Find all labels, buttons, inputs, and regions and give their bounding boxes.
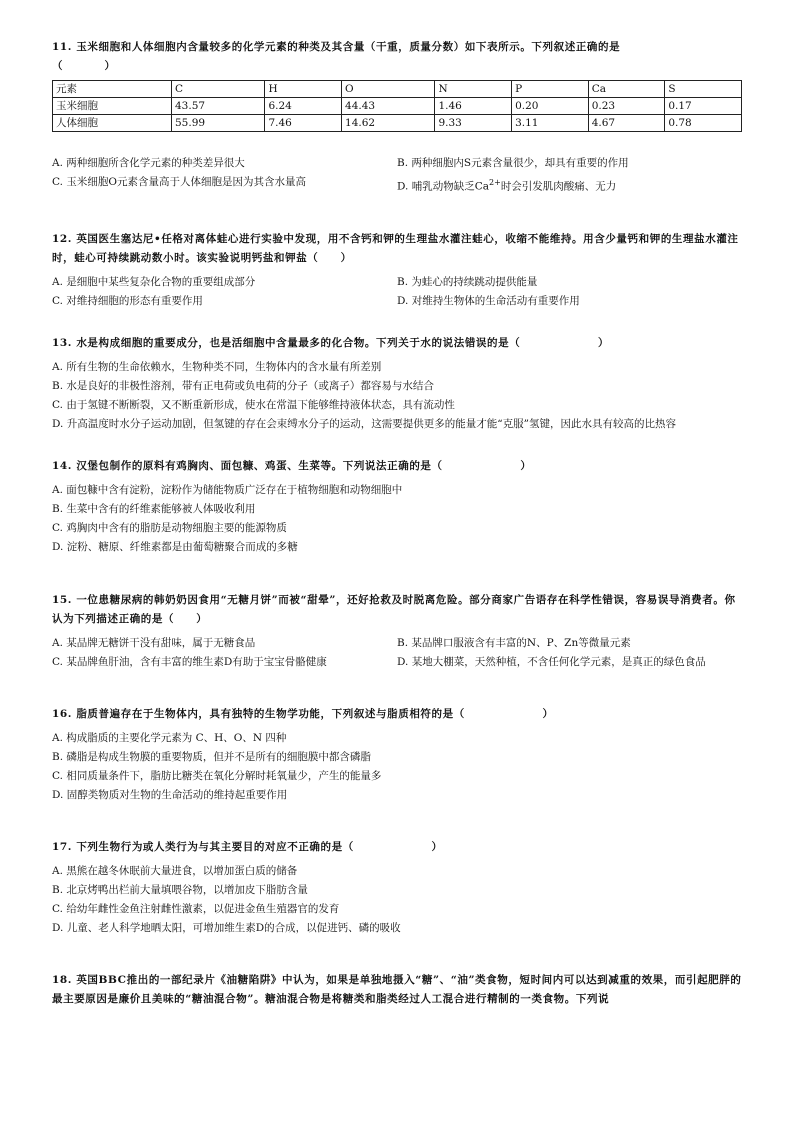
table-cell: 0.17	[665, 98, 742, 115]
table-cell: 55.99	[172, 115, 265, 132]
option-b: B. 两种细胞内S元素含量很少，却具有重要的作用	[397, 157, 629, 169]
question-15	[52, 591, 742, 672]
question-11-options	[52, 154, 742, 197]
table-cell: P	[512, 81, 589, 98]
option-c: C. 玉米细胞O元素含量高于人体细胞是因为其含水量高	[52, 176, 306, 188]
option-d: D. 哺乳动物缺乏$Ca^{2+}$时会引发肌肉酸痛、无力	[397, 178, 617, 193]
table-cell: 玉米细胞	[53, 98, 172, 115]
table-cell: 人体细胞	[53, 115, 172, 132]
option-a: A. 两种细胞所含化学元素的种类差异很大	[52, 157, 245, 169]
option-d: D. 某地大棚菜，天然种植，不含任何化学元素，是真正的绿色食品	[397, 655, 706, 668]
question-16	[52, 705, 742, 805]
table-cell: 44.43	[342, 98, 435, 115]
question-15-options	[52, 634, 742, 672]
table-cell: 1.46	[435, 98, 512, 115]
table-cell: 7.46	[265, 115, 342, 132]
table-cell: H	[265, 81, 342, 98]
question-14-stem: 14. 汉堡包制作的原料有鸡胸肉、面包糠、鸡蛋、生菜等。下列说法正确的是（ ）	[52, 459, 532, 472]
question-17-options	[52, 862, 742, 938]
option-a: A. 所有生物的生命依赖水，生物种类不同，生物体内的含水量有所差别	[52, 360, 382, 373]
option-c: C. 相同质量条件下，脂肪比糖类在氧化分解时耗氧量少，产生的能量多	[52, 769, 382, 782]
option-c: C. 某品牌鱼肝油，含有丰富的维生素D有助于宝宝骨骼健康	[52, 655, 327, 668]
question-13	[52, 334, 742, 434]
option-d: D. 淀粉、糖原、纤维素都是由葡萄糖聚合而成的多糖	[52, 540, 298, 553]
option-b: B. 生菜中含有的纤维素能够被人体吸收利用	[52, 502, 256, 515]
option-a: A. 是细胞中某些复杂化合物的重要组成部分	[52, 275, 256, 288]
question-14	[52, 457, 742, 557]
question-12	[52, 230, 742, 311]
table-cell: S	[665, 81, 742, 98]
question-16-options	[52, 729, 742, 805]
table-cell: 3.11	[512, 115, 589, 132]
table-cell: N	[435, 81, 512, 98]
table-cell: 0.20	[512, 98, 589, 115]
element-content-table	[52, 80, 742, 132]
option-a: A. 面包糠中含有淀粉，淀粉作为储能物质广泛存在于植物细胞和动物细胞中	[52, 483, 403, 496]
table-row	[53, 115, 742, 132]
question-14-options	[52, 481, 742, 557]
question-page	[52, 38, 742, 1009]
option-a: A. 构成脂质的主要化学元素为 C、H、O、N 四种	[52, 731, 287, 744]
table-cell: Ca	[588, 81, 665, 98]
question-15-stem: 15. 一位患糖尿病的韩奶奶因食用“无糖月饼”而被“甜晕”，还好抢救及时脱离危险。部分商家广告语存在科学性错误，容易误导消费者。你认为下列描述正确的是（ ）	[52, 593, 736, 625]
option-b: B. 水是良好的非极性溶剂，带有正电荷或负电荷的分子（或离子）都容易与水结合	[52, 379, 434, 392]
question-17-stem: 17. 下列生物行为或人类行为与其主要目的对应不正确的是（ ）	[52, 840, 443, 853]
option-d: D. 儿童、老人科学地晒太阳，可增加维生素D的合成，以促进钙、磷的吸收	[52, 921, 401, 934]
question-12-stem: 12. 英国医生塞达尼•任格对离体蛙心进行实验中发现，用不含钙和钾的生理盐水灌注蛙心，收缩不能维持。用含少量钙和钾的生理盐水灌注时，蛙心可持续跳动数小时。该实验说明钙盐和钾盐（ ）	[52, 232, 739, 264]
table-cell: 0.78	[665, 115, 742, 132]
table-header-row	[53, 81, 742, 98]
table-cell: 4.67	[588, 115, 665, 132]
table-cell: C	[172, 81, 265, 98]
question-18	[52, 971, 742, 1009]
option-a: A. 某品牌无糖饼干没有甜味，属于无糖食品	[52, 636, 256, 649]
question-16-stem: 16. 脂质普遍存在于生物体内，具有独特的生物学功能，下列叙述与脂质相符的是（ ）	[52, 707, 554, 720]
option-b: B. 北京烤鸭出栏前大量填喂谷物，以增加皮下脂肪含量	[52, 883, 308, 896]
question-11-stem: 11. 玉米细胞和人体细胞内含量较多的化学元素的种类及其含量（干重，质量分数）如下表所示。下列叙述正确的是 （ ）	[52, 41, 621, 72]
option-d: D. 对维持生物体的生命活动有重要作用	[397, 294, 580, 307]
question-17	[52, 838, 742, 938]
question-18-stem: 18. 英国BBC推出的一部纪录片《油糖陷阱》中认为，如果是单独地摄入“糖”、“油”类食物，短时间内可以达到减重的效果，而引起肥胖的最主要原因是廉价且美味的“糖油混合物”。糖油混合物是将糖类和脂类经过人工混合进行精制的一类食物。下列说	[52, 973, 742, 1005]
question-11	[52, 38, 742, 197]
option-d: D. 固醇类物质对生物的生命活动的维持起重要作用	[52, 788, 288, 801]
option-b: B. 为蛙心的持续跳动提供能量	[397, 275, 538, 288]
table-cell: 43.57	[172, 98, 265, 115]
option-c: C. 对维持细胞的形态有重要作用	[52, 294, 203, 307]
table-row	[53, 98, 742, 115]
option-c: C. 给幼年雌性金鱼注射雌性激素，以促进金鱼生殖器官的发育	[52, 902, 340, 915]
question-13-options	[52, 358, 742, 434]
option-c: C. 由于氢键不断断裂，又不断重新形成，使水在常温下能够维持液体状态，具有流动性	[52, 398, 455, 411]
option-b: B. 磷脂是构成生物膜的重要物质，但并不是所有的细胞膜中都含磷脂	[52, 750, 371, 763]
table-cell: 0.23	[588, 98, 665, 115]
table-cell: 元素	[53, 81, 172, 98]
table-cell: O	[342, 81, 435, 98]
table-cell: 6.24	[265, 98, 342, 115]
option-c: C. 鸡胸肉中含有的脂肪是动物细胞主要的能源物质	[52, 521, 287, 534]
option-a: A. 黑熊在越冬休眠前大量进食，以增加蛋白质的储备	[52, 864, 298, 877]
question-12-options	[52, 273, 742, 311]
question-13-stem: 13. 水是构成细胞的重要成分，也是活细胞中含量最多的化合物。下列关于水的说法错误的是（ ）	[52, 336, 610, 349]
table-cell: 9.33	[435, 115, 512, 132]
option-d: D. 升高温度时水分子运动加剧，但氢键的存在会束缚水分子的运动，这需要提供更多的能量才能“克服”氢键，因此水具有较高的比热容	[52, 417, 676, 430]
table-cell: 14.62	[342, 115, 435, 132]
option-b: B. 某品牌口服液含有丰富的N、P、Zn等微量元素	[397, 636, 631, 649]
